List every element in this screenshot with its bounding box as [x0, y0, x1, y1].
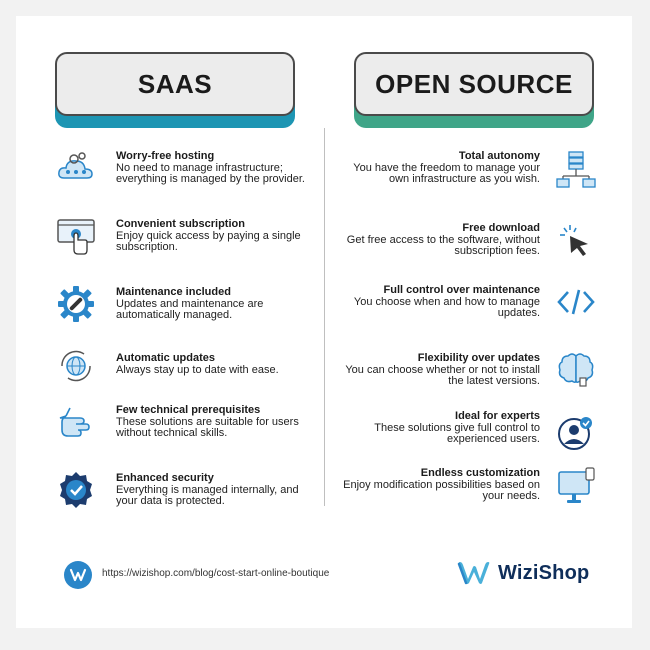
saas-item-maintenance-included	[116, 287, 316, 322]
item-title: Automatic updates	[116, 352, 216, 364]
item-description: Updates and maintenance are automatically managed.	[116, 297, 264, 321]
os-item-full-control-maintenance	[340, 285, 540, 320]
open-source-header	[354, 52, 594, 128]
item-title: Maintenance included	[116, 286, 231, 298]
item-description: Enjoy modification possibilities based on your needs.	[343, 478, 540, 502]
os-item-free-download	[340, 223, 540, 258]
os-item-endless-customization	[340, 468, 540, 503]
saas-item-worry-free-hosting	[116, 151, 316, 186]
item-title: Few technical prerequisites	[116, 404, 261, 416]
item-description: You have the freedom to manage your own infrastructure as you wish.	[353, 161, 540, 185]
saas-item-convenient-subscription	[116, 219, 316, 254]
pointing-hand-icon	[56, 402, 96, 442]
security-badge-icon	[56, 470, 96, 510]
cloud-gears-icon	[56, 148, 96, 188]
item-description: Everything is managed internally, and your data is protected.	[116, 483, 299, 507]
expert-user-icon	[556, 412, 596, 452]
item-description: You can choose whether or not to install the latest versions.	[345, 363, 540, 387]
os-item-ideal-for-experts	[340, 411, 540, 446]
saas-header	[55, 52, 295, 128]
os-item-flexibility-updates	[340, 353, 540, 388]
wizishop-badge-icon	[64, 561, 92, 589]
wizishop-logo-icon	[456, 559, 492, 587]
item-title: Endless customization	[420, 467, 540, 479]
item-title: Total autonomy	[458, 150, 540, 162]
item-description: Always stay up to date with ease.	[116, 363, 279, 376]
item-title: Flexibility over updates	[417, 352, 540, 364]
item-description: No need to manage infrastructure; everything is managed by the provider.	[116, 161, 305, 185]
hand-click-window-icon	[56, 216, 96, 256]
os-item-total-autonomy	[340, 151, 540, 186]
item-description: Get free access to the software, without subscription fees.	[346, 233, 540, 257]
brain-icon	[556, 348, 596, 388]
monitor-icon	[556, 466, 596, 506]
brand-name: WiziShop	[498, 561, 590, 584]
item-title: Full control over maintenance	[383, 284, 540, 296]
saas-item-few-technical-prerequisites	[116, 405, 316, 440]
wizishop-logo	[456, 556, 589, 590]
saas-header-label: SAAS	[55, 52, 295, 116]
item-title: Enhanced security	[116, 472, 214, 484]
column-divider	[324, 128, 325, 506]
item-title: Convenient subscription	[116, 218, 245, 230]
item-title: Ideal for experts	[455, 410, 540, 422]
item-description: These solutions give full control to experienced users.	[374, 421, 540, 445]
item-description: You choose when and how to manage updates.	[353, 295, 540, 319]
gear-wrench-icon	[56, 284, 96, 324]
saas-item-automatic-updates	[116, 353, 316, 376]
globe-refresh-icon	[56, 346, 96, 386]
code-brackets-icon	[556, 282, 596, 322]
cursor-click-icon	[556, 222, 596, 262]
item-description: These solutions are suitable for users without technical skills.	[116, 415, 299, 439]
source-url[interactable]: https://wizishop.com/blog/cost-start-online-boutique	[102, 568, 330, 579]
saas-item-enhanced-security	[116, 473, 316, 508]
open-source-header-label: OPEN SOURCE	[354, 52, 594, 116]
item-title: Free download	[462, 222, 540, 234]
network-servers-icon	[556, 150, 596, 190]
item-title: Worry-free hosting	[116, 150, 215, 162]
item-description: Enjoy quick access by paying a single subscription.	[116, 229, 301, 253]
